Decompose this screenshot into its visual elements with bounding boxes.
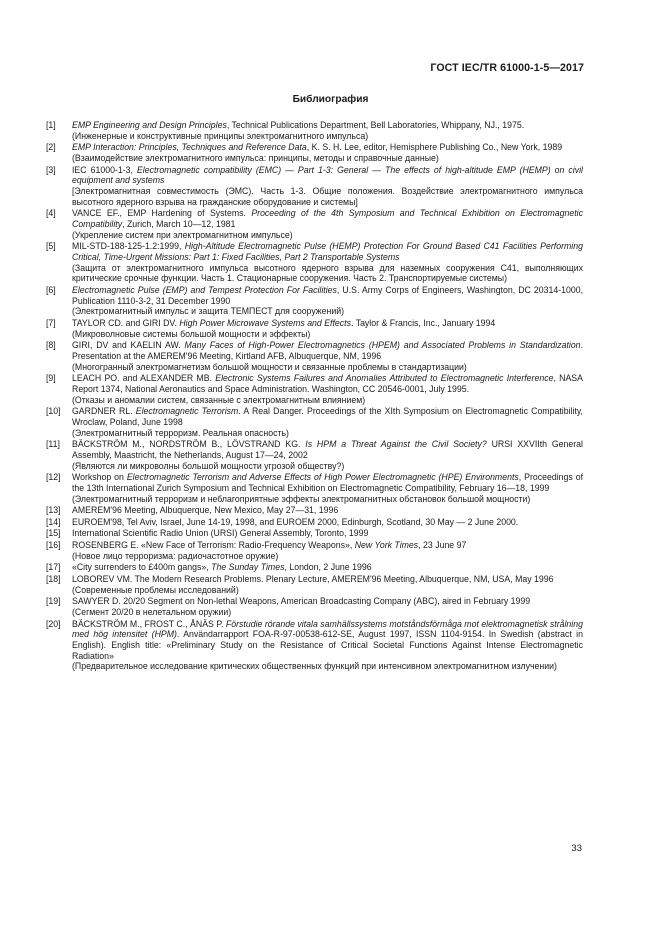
reference-text <box>72 619 583 673</box>
reference-text <box>72 165 583 208</box>
reference-number: [13] <box>46 505 61 516</box>
reference-citation-part: AMEREM'96 Meeting, Albuquerque, New Mexico, May 27—31, 1996 <box>72 505 339 516</box>
reference-citation-part: MIL-STD-188-125-1.2:1999, <box>72 241 185 252</box>
reference-text <box>72 340 583 372</box>
reference-citation-part: , U.S. Army Corps of Engineers, Washington, DC 20314-1000, Publication 1110-3-2, 31 December 1990 <box>72 285 583 306</box>
reference-citation <box>72 439 583 460</box>
reference-title-italic: Is HPM a Threat Against the Civil Society? <box>305 439 487 450</box>
reference-title-italic: High-Altitude Electromagnetic Pulse (HEMP) Protection For Ground Based C41 Facilities Performing Critical, Time-Urgent Missions: Part 1: Fixed Facilities, Part 2 Transportable Systems <box>72 241 583 262</box>
reference-citation-part: , Technical Publications Department, Bell Laboratories, Whippany, NJ., 1975. <box>226 120 525 130</box>
reference-title-italic: Electromagnetic Terrorism and Adverse Effects of High Power Electromagnetic (HPE) Environments <box>126 472 519 483</box>
page-number: 33 <box>571 843 582 854</box>
reference-list <box>46 120 583 673</box>
reference-number: [12] <box>46 472 61 483</box>
reference-number: [15] <box>46 528 61 539</box>
reference-citation <box>72 596 530 606</box>
reference-text <box>72 505 583 516</box>
reference-text <box>72 373 583 405</box>
reference-number: [7] <box>46 318 56 328</box>
reference-entry <box>46 517 583 528</box>
reference-citation-part: . Presentation at the AMEREM'96 Meeting, Kirtland AFB, Albuquerque, NM, 1996 <box>72 340 583 361</box>
reference-number: [20] <box>46 618 61 629</box>
reference-number: [6] <box>46 285 56 295</box>
reference-translation: (Отказы и аномалии систем, связанные с электромагнитным влиянием) <box>72 394 366 405</box>
reference-citation-part: LOBOREV VM. The Modern Research Problems. Plenary Lecture, AMEREM'96 Meeting, Albuquerque, NM, USA, May 1996 <box>72 573 554 584</box>
reference-entry <box>46 208 583 240</box>
reference-citation <box>72 165 583 186</box>
reference-entry <box>46 142 583 163</box>
reference-number: [10] <box>46 406 61 417</box>
reference-title-italic: Förstudie rörande vitala samhällssystems motståndsförmåga mot elektromagnetisk strålning med hög intensitet (HPM) <box>72 618 583 640</box>
reference-number: [9] <box>46 373 56 384</box>
reference-citation <box>72 540 466 550</box>
reference-translation: (Являются ли микроволны большой мощности угрозой обществу?) <box>72 460 345 471</box>
reference-entry <box>46 505 583 516</box>
reference-citation <box>72 406 583 427</box>
reference-citation-part: LEACH PO. and ALEXANDER MB. <box>72 373 216 384</box>
reference-number: [2] <box>46 142 56 153</box>
reference-text <box>72 562 583 573</box>
reference-title-italic: Electronic Systems Failures and Anomalies Attributed to Electromagnetic Interference <box>215 373 554 384</box>
reference-citation <box>72 619 583 661</box>
reference-text <box>72 142 583 163</box>
reference-text <box>72 574 583 595</box>
reference-citation-part: «City surrenders to £400m gangs», <box>72 562 212 573</box>
reference-translation: [Электромагнитная совместимость (ЭМС). Часть 1-3. Общие положения. Воздействие электромагнитного импульса высотного ядерного взрыва на гражданские оборудование и системы] <box>72 186 583 207</box>
reference-citation <box>72 472 583 493</box>
reference-citation <box>72 241 583 262</box>
reference-text <box>72 285 583 317</box>
reference-title-italic: EMP Engineering and Design Principles <box>72 120 227 130</box>
reference-title-italic: Proceeding of the 4th Symposium and Technical Exhibition on Electromagnetic Compatibility <box>72 208 583 229</box>
reference-citation-part: . Användarrapport FOA-R-97-00538-612-SE, August 1997, ISSN 1104-9154. In Swedish (abstract in English). English title: «Preliminary Study on the Resistance of Critical Societal Functions Against Intense Electromagnetic Radiation» <box>72 629 583 661</box>
reference-translation: (Укрепление систем при электромагнитном импульсе) <box>72 229 293 240</box>
reference-citation <box>72 208 583 229</box>
reference-translation: (Новое лицо терроризма: радиочастотное оружие) <box>72 550 279 561</box>
reference-text <box>72 517 583 528</box>
reference-number: [14] <box>46 516 61 527</box>
reference-citation-part: BÄCKSTRÖM M., NORDSTRÖM B., LÖVSTRAND KG. <box>72 439 306 450</box>
reference-entry <box>46 619 583 673</box>
reference-citation <box>72 340 583 361</box>
reference-text <box>72 318 583 339</box>
reference-text <box>72 120 583 141</box>
reference-number: [17] <box>46 562 61 573</box>
reference-title-italic: Many Faces of High-Power Electromagnetics (HPEM) and Associated Problems in Standardization <box>184 340 581 351</box>
reference-citation-part: BÄCKSTRÖM M., FROST C., ÅNÄS P. <box>72 618 226 629</box>
reference-title-italic: High Power Microwave Systems and Effects <box>179 318 351 328</box>
reference-entry <box>46 120 583 141</box>
reference-citation-part: , K. S. H. Lee, editor, Hemisphere Publishing Co., New York, 1989 <box>306 142 563 153</box>
reference-entry <box>46 373 583 405</box>
reference-citation-part: URSI XXVIIth General Assembly, Maastricht, the Netherlands, August 17—24, 2002 <box>72 439 583 460</box>
reference-citation-part: , NASA Report 1374, National Aeronautics and Space Administration. Washington, CC 20546-0001, July 1995. <box>72 373 583 394</box>
reference-citation <box>72 528 368 538</box>
reference-entry <box>46 241 583 284</box>
reference-citation <box>72 373 583 394</box>
reference-citation-part: VANCE EF., EMP Hardening of Systems. <box>72 208 252 219</box>
reference-translation: (Сегмент 20/20 в нелетальном оружии) <box>72 606 232 617</box>
reference-citation-part: IEC 61000-1-3, <box>72 164 137 175</box>
reference-translation: (Микроволновые системы большой мощности и эффекты) <box>72 328 311 339</box>
reference-number: [8] <box>46 340 56 351</box>
reference-citation <box>72 120 524 130</box>
reference-number: [11] <box>46 439 60 450</box>
reference-text <box>72 528 583 539</box>
reference-entry <box>46 318 583 339</box>
reference-citation <box>72 562 372 572</box>
reference-text <box>72 241 583 284</box>
reference-title-italic: Electromagnetic Pulse (EMP) and Tempest Protection For Facilities <box>72 285 337 295</box>
reference-entry <box>46 439 583 471</box>
reference-translation: (Взаимодействие электромагнитного импульса: принципы, методы и справочные данные) <box>72 153 439 163</box>
reference-citation-part: . A Real Danger. Proceedings of the XIth Symposium on Electromagnetic Compatibility, Wroclaw, Poland, June 1998 <box>72 406 583 427</box>
reference-entry <box>46 528 583 539</box>
reference-translation: (Электромагнитный терроризм и неблагоприятные эффекты электромагнитных обстановок большой мощности) <box>72 493 531 504</box>
reference-citation-part: , London, 2 June 1996 <box>284 562 372 573</box>
reference-citation-part: TAYLOR CD. and GIRI DV. <box>72 318 180 328</box>
reference-entry <box>46 472 583 504</box>
reference-title-italic: New York Times <box>354 540 419 551</box>
reference-citation-part: , 23 June 97 <box>418 540 467 551</box>
reference-citation-part: International Scientific Radio Union (URSI) General Assembly, Toronto, 1999 <box>72 528 369 539</box>
reference-title-italic: EMP Interaction: Principles, Techniques and Reference Data <box>72 142 307 153</box>
reference-number: [18] <box>46 573 61 584</box>
reference-citation <box>72 574 554 584</box>
reference-text <box>72 406 583 438</box>
reference-citation <box>72 285 583 306</box>
reference-entry <box>46 540 583 561</box>
reference-number: [5] <box>46 241 56 252</box>
reference-citation-part: EUROEM'98, Tel Aviv, Israel, June 14-19, 1998, and EUROEM 2000, Edinburgh, Scotland, 30 May — 2 June 2000. <box>72 516 519 527</box>
reference-translation: (Электромагнитный терроризм. Реальная опасность) <box>72 427 289 438</box>
reference-number: [3] <box>46 164 56 175</box>
reference-title-italic: Electromagnetic Terrorism <box>135 406 239 417</box>
reference-translation: (Защита от электромагнитного импульса высотного ядерного взрыва для наземных сооружения С41, выполняющих критические срочные функции. Часть 1. Стационарные сооружения. Часть 2. Транспортируемые системы) <box>72 262 583 284</box>
reference-entry <box>46 165 583 208</box>
reference-translation: (Многогранный электромагнетизм большой мощности и связанные проблемы в стандартизации) <box>72 361 467 372</box>
reference-entry <box>46 406 583 438</box>
reference-text <box>72 208 583 240</box>
reference-translation: (Электромагнитный импульс и защита ТЕМПЕСТ для сооружений) <box>72 306 345 317</box>
reference-citation-part: . Taylor & Francis, Inc., January 1994 <box>350 318 496 328</box>
reference-text <box>72 439 583 471</box>
reference-number: [19] <box>46 596 61 607</box>
reference-citation-part: SAWYER D. 20/20 Segment on Non-lethal Weapons, American Broadcasting Company (ABC), aired in February 1999 <box>72 596 531 607</box>
reference-citation-part: ROSENBERG E. «New Face of Terrorism: Radio-Frequency Weapons», <box>72 540 355 551</box>
reference-translation: (Предварительное исследование критических общественных функций при интенсивном электромагнитном излучении) <box>72 661 557 672</box>
reference-number: [16] <box>46 540 61 551</box>
reference-text <box>72 540 583 561</box>
reference-citation-part: , Zurich, March 10—12, 1981 <box>122 219 236 229</box>
document-code: ГОСТ IEC/TR 61000-1-5—2017 <box>430 62 584 74</box>
reference-number: [4] <box>46 208 56 219</box>
reference-citation-part: Workshop on <box>72 472 127 483</box>
bibliography-title: Библиография <box>292 94 369 105</box>
reference-translation: (Инженерные и конструктивные принципы электромагнитного импульса) <box>72 130 369 141</box>
reference-title-italic: Electromagnetic compatibility (EMC) — Part 1-3: General — The effects of high-altitude EMP (HEMP) on civil equipment and systems <box>72 164 583 186</box>
reference-title-italic: The Sunday Times <box>211 562 285 573</box>
reference-citation <box>72 142 562 152</box>
reference-entry <box>46 596 583 617</box>
reference-number: [1] <box>46 120 56 130</box>
reference-entry <box>46 340 583 372</box>
reference-translation: (Современные проблемы исследований) <box>72 584 239 595</box>
reference-entry <box>46 285 583 317</box>
reference-citation <box>72 505 338 515</box>
reference-text <box>72 472 583 504</box>
reference-citation <box>72 517 518 527</box>
reference-entry <box>46 562 583 573</box>
reference-entry <box>46 574 583 595</box>
reference-text <box>72 596 583 617</box>
reference-citation-part: GIRI, DV and KAELIN AW. <box>72 340 185 351</box>
reference-citation <box>72 318 495 328</box>
reference-citation-part: GARDNER RL. <box>72 406 136 417</box>
reference-citation-part: , Proceedings of the 13th International Zurich Symposium and Technical Exhibition on Electromagnetic Compatibility, February 16—18, 1999 <box>72 472 583 493</box>
